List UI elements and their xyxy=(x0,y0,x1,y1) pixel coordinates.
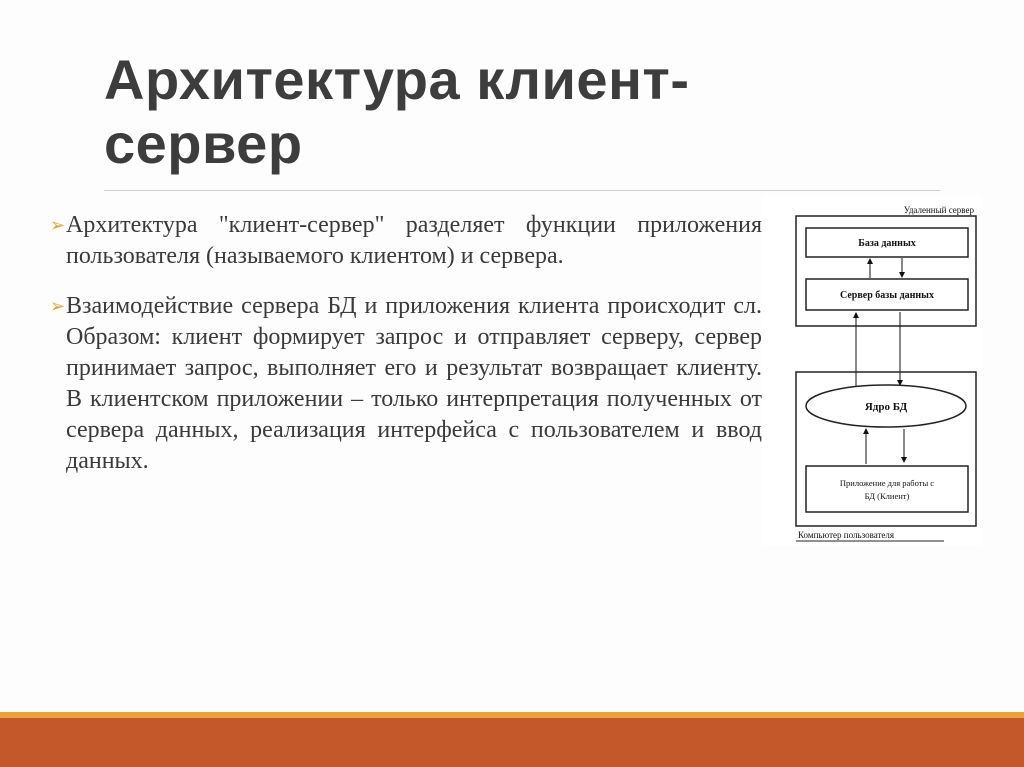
user-computer-label: Компьютер пользователя xyxy=(798,530,895,540)
title-line-1: Архитектура клиент- xyxy=(104,48,690,111)
bullet-text-2: Взаимодействие сервера БД и приложения клиента происходит сл. Образом: клиент формирует запрос и отправляет серверу, сервер принимает запрос, выполняет его и результат возвращает клиенту. В клиентском приложении – только интерпретация полученных от сервера данных, реализация интерфейса с пользователем и ввод данных. xyxy=(66,293,762,474)
database-label: База данных xyxy=(858,238,916,249)
client-app-label-line2: БД (Клиент) xyxy=(864,491,910,501)
arrow-bullet-icon: ➢ xyxy=(50,296,66,317)
title-line-2: сервер xyxy=(104,112,303,175)
client-app-box xyxy=(806,466,968,512)
bullet-item-1 xyxy=(52,210,762,272)
client-app-label-line1: Приложение для работы с xyxy=(839,478,935,488)
slide-title xyxy=(104,48,804,176)
db-server-label: Сервер базы данных xyxy=(840,290,934,301)
arrow-bullet-icon: ➢ xyxy=(50,215,66,236)
client-server-diagram xyxy=(762,196,982,546)
remote-server-label: Удаленный сервер xyxy=(903,205,974,215)
db-core-label: Ядро БД xyxy=(864,401,908,413)
bullet-list xyxy=(52,210,762,496)
bullet-item-2 xyxy=(52,291,762,477)
title-divider xyxy=(104,190,940,191)
footer-bar xyxy=(0,718,1024,767)
bullet-text-1: Архитектура "клиент-сервер" разделяет функции приложения пользователя (называемого клиентом) и сервера. xyxy=(66,212,762,269)
